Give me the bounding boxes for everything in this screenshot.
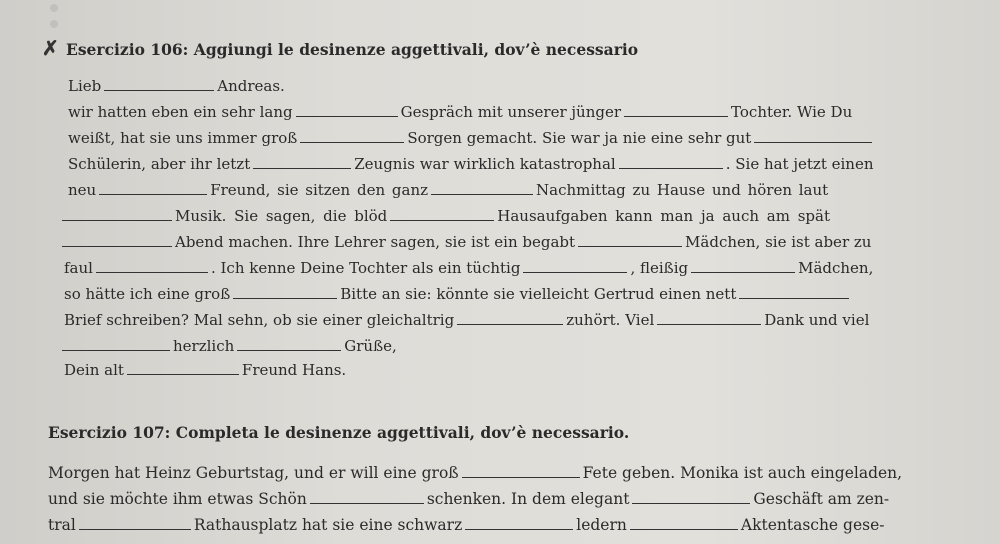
answer-blank[interactable] — [754, 129, 872, 143]
exercise-107-title: Esercizio 107: Completa le desinenze aggettivali, dov’è necessario. — [48, 423, 630, 442]
ex106-line-5: neu Freund, sie sitzen den ganz Nachmittag zu Hause und hören laut — [68, 181, 829, 199]
answer-blank[interactable] — [296, 103, 398, 117]
ex106-line-10: Brief schreiben? Mal sehn, ob sie einer gleichaltrig zuhört. Viel Dank und viel — [64, 311, 870, 329]
answer-blank[interactable] — [104, 77, 214, 91]
answer-blank[interactable] — [79, 516, 191, 530]
ex106-line-12: Dein alt Freund Hans. — [64, 361, 347, 379]
ex106-line-7: Abend machen. Ihre Lehrer sagen, sie ist ein begabt Mädchen, sie ist aber zu — [62, 233, 871, 251]
answer-blank[interactable] — [523, 259, 627, 273]
ex106-line-4: Schülerin, aber ihr letzt Zeugnis war wirklich katastrophal . Sie hat jetzt einen — [68, 155, 874, 173]
ex107-line-2: und sie möchte ihm etwas Schön schenken. In dem elegant Geschäft am zen- — [48, 490, 890, 508]
ex106-line-3: weißt, hat sie uns immer groß Sorgen gemacht. Sie war ja nie eine sehr gut — [68, 129, 875, 147]
ex106-line-1: Lieb Andreas. — [68, 77, 285, 95]
ex106-line-8: faul . Ich kenne Deine Tochter als ein tüchtig , fleißig Mädchen, — [64, 259, 874, 277]
answer-blank[interactable] — [619, 155, 723, 169]
answer-blank[interactable] — [96, 259, 208, 273]
binding-hole — [50, 20, 58, 28]
answer-blank[interactable] — [457, 311, 563, 325]
answer-blank[interactable] — [462, 464, 580, 478]
binding-hole — [50, 4, 58, 12]
answer-blank[interactable] — [739, 285, 849, 299]
answer-blank[interactable] — [632, 490, 750, 504]
answer-blank[interactable] — [578, 233, 682, 247]
answer-blank[interactable] — [233, 285, 337, 299]
answer-blank[interactable] — [300, 129, 404, 143]
answer-blank[interactable] — [99, 181, 207, 195]
ex106-line-9: so hätte ich eine groß Bitte an sie: könnte sie vielleicht Gertrud einen nett — [64, 285, 852, 303]
ex107-line-3: tral Rathausplatz hat sie eine schwarz ledern Aktentasche gese- — [48, 516, 885, 534]
answer-blank[interactable] — [310, 490, 424, 504]
answer-blank[interactable] — [431, 181, 533, 195]
answer-blank[interactable] — [62, 233, 172, 247]
answer-blank[interactable] — [237, 337, 341, 351]
ex106-line-2: wir hatten eben ein sehr lang Gespräch mit unserer jünger Tochter. Wie Du — [68, 103, 853, 121]
answer-blank[interactable] — [657, 311, 761, 325]
answer-blank[interactable] — [127, 361, 239, 375]
answer-blank[interactable] — [691, 259, 795, 273]
answer-blank[interactable] — [390, 207, 494, 221]
check-mark-icon: ✗ — [42, 36, 59, 60]
answer-blank[interactable] — [465, 516, 573, 530]
answer-blank[interactable] — [62, 207, 172, 221]
answer-blank[interactable] — [624, 103, 728, 117]
exercise-106-title: Esercizio 106: Aggiungi le desinenze aggettivali, dov’è necessario — [66, 40, 639, 59]
ex107-line-1: Morgen hat Heinz Geburtstag, und er will eine groß Fete geben. Monika ist auch eingeladen, — [48, 464, 903, 482]
ex106-line-11: herzlich Grüße, — [62, 337, 397, 355]
answer-blank[interactable] — [630, 516, 738, 530]
answer-blank[interactable] — [62, 337, 170, 351]
answer-blank[interactable] — [253, 155, 351, 169]
ex106-line-6: Musik. Sie sagen, die blöd Hausaufgaben kann man ja auch am spät — [62, 207, 830, 225]
